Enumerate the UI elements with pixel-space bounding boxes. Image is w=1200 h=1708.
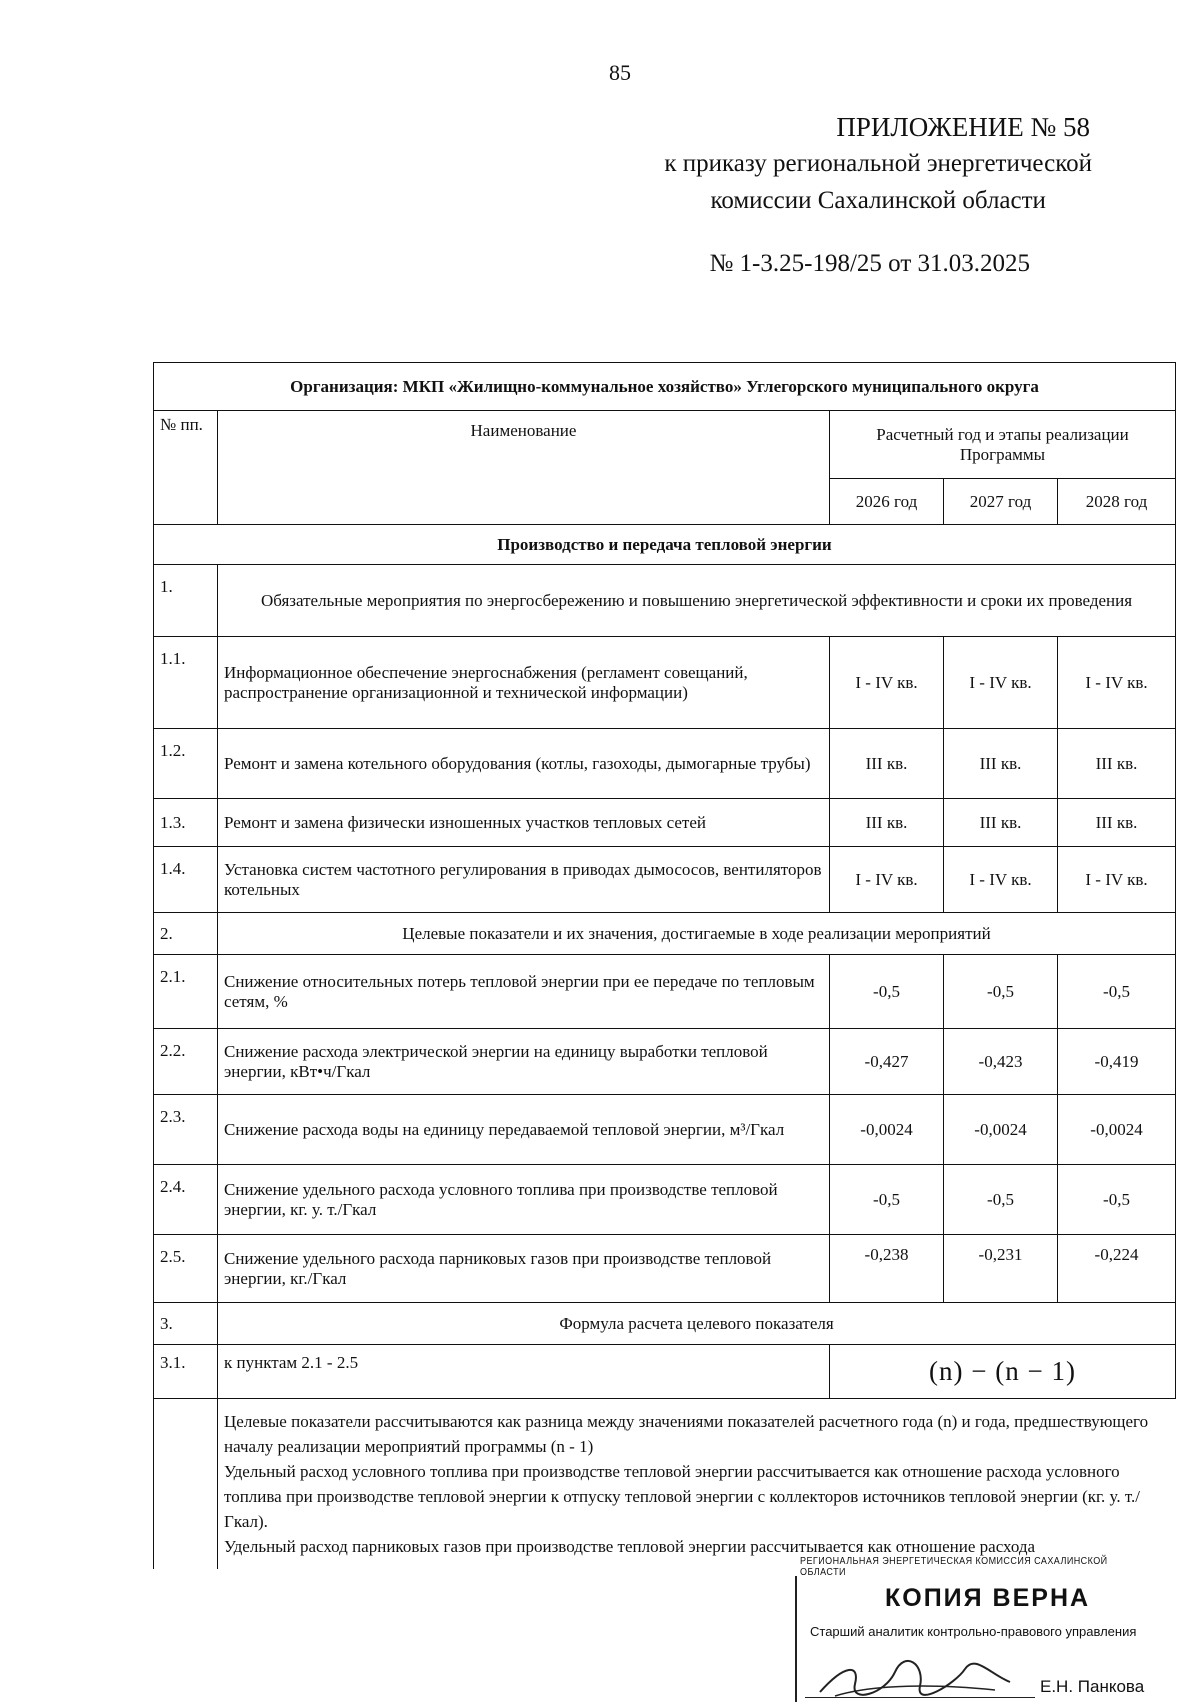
signature-icon: [815, 1654, 1015, 1702]
value-cell: -0,5: [944, 955, 1058, 1029]
value-cell: -0,5: [1058, 1165, 1176, 1235]
value-cell: III кв.: [944, 799, 1058, 847]
section-title: Производство и передача тепловой энергии: [154, 525, 1176, 565]
value-cell: -0,427: [830, 1029, 944, 1095]
stamp-position: Старший аналитик контрольно-правового управления: [810, 1624, 1137, 1639]
value-cell: I - IV кв.: [830, 637, 944, 729]
row-number: 2.3.: [154, 1095, 218, 1165]
indicator-name: Снижение удельного расхода парниковых газов при производстве тепловой энергии, кг./Гкал: [218, 1235, 830, 1303]
certified-copy-stamp: [795, 1556, 1190, 1708]
value-cell: -0,5: [830, 955, 944, 1029]
appendix-subheader: [664, 145, 1092, 219]
appendix-line-2: к приказу региональной энергетической: [664, 150, 1092, 177]
col-period-header: Расчетный год и этапы реализации Программы: [830, 411, 1176, 479]
value-cell: -0,423: [944, 1029, 1058, 1095]
signature-line: [805, 1697, 1035, 1698]
value-cell: -0,419: [1058, 1029, 1176, 1095]
row-number: 1.: [154, 565, 218, 637]
value-cell: -0,0024: [944, 1095, 1058, 1165]
row-number: 1.3.: [154, 799, 218, 847]
measures-table: [153, 362, 1176, 1569]
stamp-title: КОПИЯ ВЕРНА: [885, 1584, 1091, 1612]
row-number: 2.1.: [154, 955, 218, 1029]
value-cell: I - IV кв.: [1058, 637, 1176, 729]
page-number: 85: [609, 60, 631, 85]
organization-label: Организация: МКП «Жилищно-коммунальное хозяйство» Углегорского муниципального округа: [154, 363, 1176, 411]
row-number: 2.4.: [154, 1165, 218, 1235]
value-cell: -0,238: [830, 1235, 944, 1303]
row-number: 2.2.: [154, 1029, 218, 1095]
row-number: 3.: [154, 1303, 218, 1345]
note-paragraph: Удельный расход парниковых газов при производстве тепловой энергии рассчитывается как отношение расхода: [224, 1537, 1036, 1556]
stamp-organization: РЕГИОНАЛЬНАЯ ЭНЕРГЕТИЧЕСКАЯ КОМИССИЯ САХАЛИНСКОЙ ОБЛАСТИ: [800, 1556, 1108, 1578]
value-cell: III кв.: [830, 799, 944, 847]
value-cell: -0,5: [830, 1165, 944, 1235]
measure-name: Информационное обеспечение энергоснабжения (регламент совещаний, распространение организационной и технической информации): [218, 637, 830, 729]
row-number: 1.1.: [154, 637, 218, 729]
measure-name: Установка систем частотного регулирования в приводах дымососов, вентиляторов котельных: [218, 847, 830, 913]
value-cell: I - IV кв.: [944, 637, 1058, 729]
appendix-line-3: комиссии Сахалинской области: [710, 187, 1046, 214]
indicator-name: Снижение расхода электрической энергии на единицу выработки тепловой энергии, кВт•ч/Гкал: [218, 1029, 830, 1095]
formula: (n) − (n − 1): [830, 1345, 1176, 1399]
group-title: Формула расчета целевого показателя: [218, 1303, 1176, 1345]
value-cell: I - IV кв.: [1058, 847, 1176, 913]
value-cell: I - IV кв.: [830, 847, 944, 913]
year-header: 2027 год: [944, 479, 1058, 525]
value-cell: III кв.: [830, 729, 944, 799]
value-cell: -0,0024: [1058, 1095, 1176, 1165]
year-header: 2026 год: [830, 479, 944, 525]
row-number: 1.4.: [154, 847, 218, 913]
value-cell: I - IV кв.: [944, 847, 1058, 913]
value-cell: -0,0024: [830, 1095, 944, 1165]
indicator-name: Снижение расхода воды на единицу передаваемой тепловой энергии, м³/Гкал: [218, 1095, 830, 1165]
stamp-signer-name: Е.Н. Панкова: [1040, 1677, 1145, 1696]
row-number: 1.2.: [154, 729, 218, 799]
value-cell: -0,5: [944, 1165, 1058, 1235]
appendix-header: [836, 112, 1090, 143]
indicator-name: Снижение относительных потерь тепловой энергии при ее передаче по тепловым сетям, %: [218, 955, 830, 1029]
value-cell: III кв.: [944, 729, 1058, 799]
appendix-title: ПРИЛОЖЕНИЕ № 58: [836, 112, 1090, 142]
value-cell: III кв.: [1058, 729, 1176, 799]
formula-scope: к пунктам 2.1 - 2.5: [218, 1345, 830, 1399]
value-cell: -0,231: [944, 1235, 1058, 1303]
group-title: Обязательные мероприятия по энергосбережению и повышению энергетической эффективности и сроки их проведения: [218, 565, 1176, 637]
note-paragraph: Удельный расход условного топлива при производстве тепловой энергии рассчитывается как отношение расхода условного топлива при производстве тепловой энергии к отпуску тепловой энергии с коллекторов источников тепловой энергии (кг. у. т./Гкал).: [224, 1462, 1140, 1531]
year-header: 2028 год: [1058, 479, 1176, 525]
value-cell: III кв.: [1058, 799, 1176, 847]
note-paragraph: Целевые показатели рассчитываются как разница между значениями показателей расчетного года (n) и года, предшествующего началу реализации мероприятий программы (n - 1): [224, 1412, 1149, 1456]
col-number-header: № пп.: [154, 411, 218, 525]
col-name-header: Наименование: [218, 411, 830, 525]
value-cell: -0,224: [1058, 1235, 1176, 1303]
indicator-name: Снижение удельного расхода условного топлива при производстве тепловой энергии, кг. у. т./Гкал: [218, 1165, 830, 1235]
group-title: Целевые показатели и их значения, достигаемые в ходе реализации мероприятий: [218, 913, 1176, 955]
order-number: № 1-3.25-198/25 от 31.03.2025: [709, 250, 1030, 277]
row-number: 2.5.: [154, 1235, 218, 1303]
row-number: 2.: [154, 913, 218, 955]
row-number: 3.1.: [154, 1345, 218, 1399]
notes-cell: [218, 1399, 1176, 1569]
measure-name: Ремонт и замена физически изношенных участков тепловых сетей: [218, 799, 830, 847]
measure-name: Ремонт и замена котельного оборудования (котлы, газоходы, дымогарные трубы): [218, 729, 830, 799]
value-cell: -0,5: [1058, 955, 1176, 1029]
